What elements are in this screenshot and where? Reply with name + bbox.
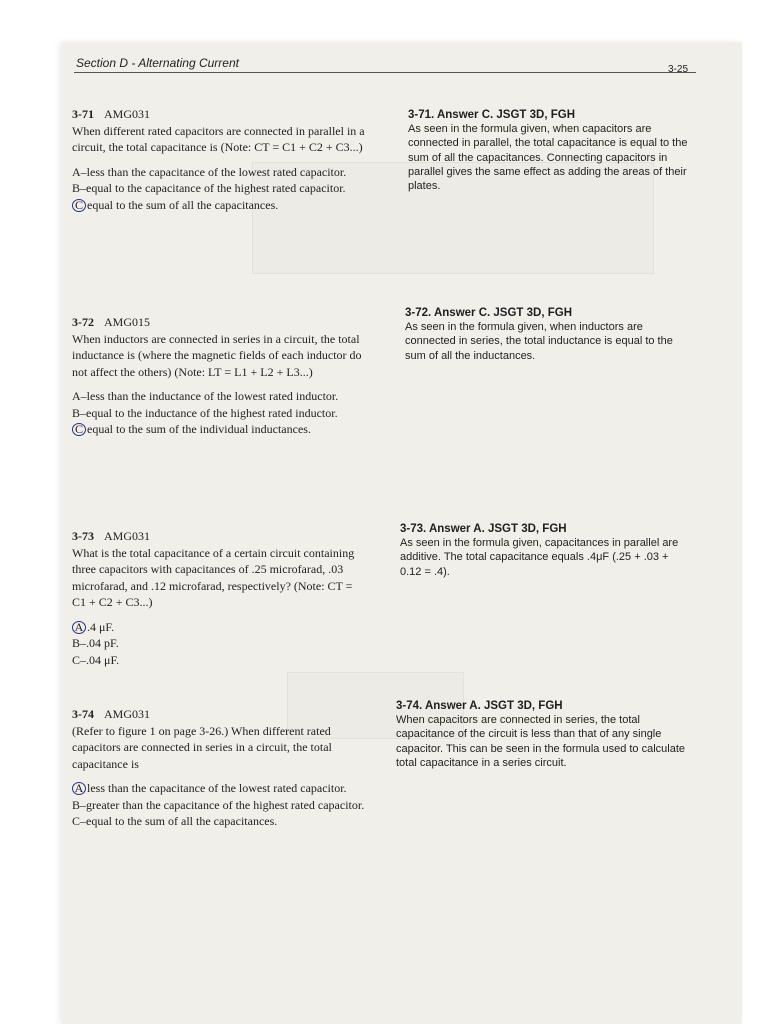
option-b: B–.04 pF. (72, 636, 119, 650)
answer-heading: 3-71. Answer C. JSGT 3D, FGH (408, 109, 576, 121)
selected-answer-mark: A (72, 621, 86, 634)
answer-3-72 (405, 306, 695, 363)
option-c: C equal to the sum of the individual inductances. (72, 421, 368, 438)
option-c: C equal to the sum of all the capacitances. (72, 197, 368, 214)
question-code: AMG031 (104, 707, 151, 721)
option-b: B–equal to the inductance of the highest rated inductor. (72, 405, 338, 420)
option-a: A–less than the capacitance of the lowest rated capacitor. (72, 164, 347, 179)
option-b: B–greater than the capacitance of the highest rated capacitor. (72, 797, 365, 812)
question-3-72 (72, 314, 368, 438)
question-code: AMG031 (104, 529, 151, 543)
page-sheet (62, 42, 742, 1024)
answer-3-74 (396, 699, 686, 770)
question-text: When different rated capacitors are connected in parallel in a circuit, the total capacitance is (Note: CT = C1 + C2 + C3...) (72, 123, 365, 154)
page-number: 3-25 (668, 64, 689, 75)
answer-text: As seen in the formula given, capacitances in parallel are additive. The total capacitance equals .4μF (.25 + .03 + 0.12 = .4). (400, 537, 679, 578)
selected-answer-mark: C (72, 199, 86, 212)
option-a: A–less than the inductance of the lowest rated inductor. (72, 389, 339, 403)
question-text: What is the total capacitance of a certain circuit containing three capacitors with capacitances of .25 microfarad, .03 microfarad, and .12 microfarad, respectively? (Note: CT = C1 + C2 + C3...) (72, 545, 355, 609)
section-title: Section D - Alternating Current (76, 56, 239, 70)
question-text: When inductors are connected in series in a circuit, the total inductance is (where the magnetic fields of each inductor do not affect the others) (Note: LT = L1 + L2 + L3...) (72, 331, 362, 379)
question-number: 3-72 (72, 315, 94, 329)
answer-3-73 (400, 522, 690, 579)
option-b: B–equal to the capacitance of the highest rated capacitor. (72, 181, 346, 195)
question-number: 3-74 (72, 707, 94, 721)
option-a: A less than the capacitance of the lowest rated capacitor. (72, 780, 368, 797)
question-code: AMG031 (104, 107, 151, 121)
question-number: 3-71 (72, 107, 94, 121)
question-3-71 (72, 106, 368, 213)
answer-text: As seen in the formula given, when capacitors are connected in parallel, the total capacitance is equal to the sum of all the capacitances. Connecting capacitors in parallel gives the same effect as adding the areas of their plates. (408, 123, 688, 193)
option-c: C–equal to the sum of all the capacitances. (72, 814, 278, 828)
question-3-73 (72, 528, 368, 668)
question-text: (Refer to figure 1 on page 3-26.) When different rated capacitors are connected in series in a circuit, the total capacitance is (72, 723, 332, 771)
answer-3-71 (408, 108, 698, 193)
answer-heading: 3-73. Answer A. JSGT 3D, FGH (400, 523, 567, 535)
question-number: 3-73 (72, 529, 94, 543)
answer-text: When capacitors are connected in series, the total capacitance of the circuit is less than that of any single capacitor. This can be seen in the formula used to calculate total capacitance in a series circuit. (396, 714, 686, 769)
option-c: C–.04 μF. (72, 652, 120, 667)
selected-answer-mark: A (72, 782, 86, 795)
answer-text: As seen in the formula given, when inductors are connected in series, the total inductance is equal to the sum of all the inductances. (405, 321, 673, 362)
option-a: A .4 μF. (72, 619, 368, 636)
header-divider (74, 72, 696, 73)
selected-answer-mark: C (72, 423, 86, 436)
answer-heading: 3-72. Answer C. JSGT 3D, FGH (405, 307, 573, 319)
question-3-74 (72, 706, 368, 830)
answer-heading: 3-74. Answer A. JSGT 3D, FGH (396, 700, 563, 712)
question-code: AMG015 (104, 315, 151, 329)
